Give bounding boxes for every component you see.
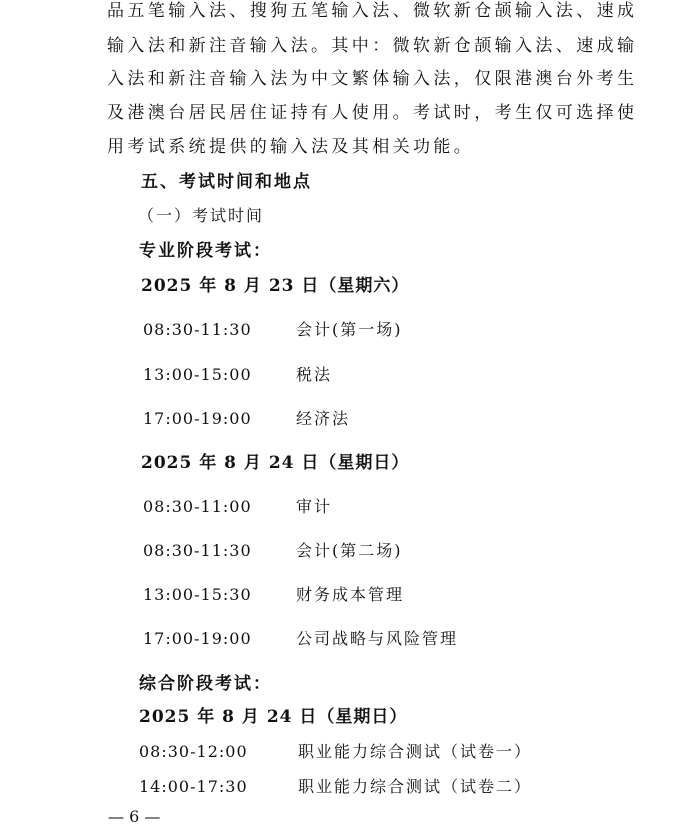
professional-stage-heading: 专业阶段考试： (139, 241, 272, 261)
schedule-subject: 税法 (296, 365, 333, 384)
schedule-time: 08:30-11:00 (143, 497, 252, 516)
section-heading: 五、考试时间和地点 (141, 172, 312, 192)
professional-day1-date: 2025 年 8 月 23 日（星期六） (141, 276, 410, 296)
comprehensive-date: 2025 年 8 月 24 日（星期日） (139, 707, 408, 727)
schedule-subject: 审计 (296, 497, 333, 516)
schedule-time: 17:00-19:00 (143, 409, 252, 428)
paragraph-line-1: 品五笔输入法、搜狗五笔输入法、微软新仓颉输入法、速成 (107, 1, 638, 21)
subsection-heading: （一）考试时间 (138, 206, 265, 225)
comprehensive-stage-heading: 综合阶段考试： (139, 674, 272, 694)
schedule-time: 08:30-11:30 (143, 541, 252, 560)
schedule-time: 13:00-15:30 (143, 585, 252, 604)
page-number: — 6 — (108, 807, 161, 826)
professional-day2-date: 2025 年 8 月 24 日（星期日） (141, 453, 410, 473)
paragraph-line-3: 入法和新注音输入法为中文繁体输入法，仅限港澳台外考生 (107, 69, 638, 89)
paragraph-line-5: 用考试系统提供的输入法及其相关功能。 (107, 137, 475, 157)
schedule-time: 13:00-15:00 (143, 365, 252, 384)
paragraph-line-4: 及港澳台居民居住证持有人使用。考试时，考生仅可选择使 (107, 103, 638, 123)
schedule-time: 14:00-17:30 (139, 777, 248, 796)
schedule-subject: 公司战略与风险管理 (296, 629, 459, 648)
schedule-subject: 经济法 (296, 409, 351, 428)
schedule-subject: 职业能力综合测试（试卷二） (298, 777, 533, 796)
schedule-subject: 会计(第一场) (296, 320, 403, 339)
paragraph-line-2: 输入法和新注音输入法。其中：微软新仓颉输入法、速成输 (107, 36, 638, 56)
schedule-time: 08:30-12:00 (139, 742, 248, 761)
schedule-time: 08:30-11:30 (143, 320, 252, 339)
schedule-time: 17:00-19:00 (143, 629, 252, 648)
schedule-subject: 会计(第二场) (296, 541, 403, 560)
schedule-subject: 职业能力综合测试（试卷一） (298, 742, 533, 761)
schedule-subject: 财务成本管理 (296, 585, 405, 604)
